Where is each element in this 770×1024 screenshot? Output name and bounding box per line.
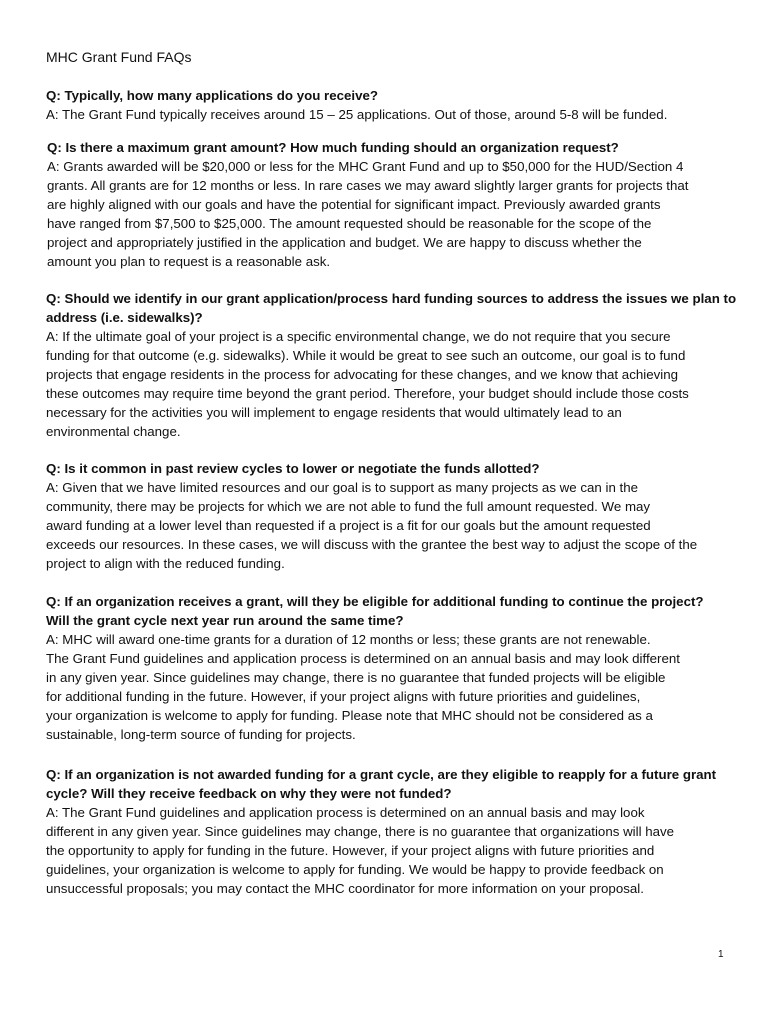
faq-item-1 xyxy=(46,86,667,124)
faq-item-6 xyxy=(46,765,716,898)
faq-question: Q: Is there a maximum grant amount? How much funding should an organization request? xyxy=(47,140,619,155)
faq-item-2 xyxy=(47,138,688,271)
faq-answer: A: If the ultimate goal of your project is a specific environmental change, we do not require that you secure funding for that outcome (e.g. sidewalks). While it would be great to see such an outcome, our goal is to fund projects that engage residents in the process for advocating for these changes, and we know that achieving these outcomes may require time beyond the grant period. Therefore, your budget should include those costs necessary for the activities you will implement to engage residents that would ultimately lead to an environmental change. xyxy=(46,329,689,439)
faq-answer: A: The Grant Fund typically receives around 15 – 25 applications. Out of those, around 5-8 will be funded. xyxy=(46,107,668,122)
faq-item-3 xyxy=(46,289,736,441)
faq-answer: A: The Grant Fund guidelines and application process is determined on an annual basis and may look different in any given year. Since guidelines may change, there is no guarantee that organizations will have the opportunity to apply for funding in the future. However, if your project aligns with future priorities and guidelines, your organization is welcome to apply for funding. We would be happy to provide feedback on unsuccessful proposals; you may contact the MHC coordinator for more information on your proposal. xyxy=(46,805,675,896)
faq-question: Q: Is it common in past review cycles to lower or negotiate the funds allotted? xyxy=(46,461,540,476)
faq-question: Q: Typically, how many applications do you receive? xyxy=(46,88,379,103)
page-number: 1 xyxy=(718,949,724,960)
faq-question: Q: If an organization is not awarded funding for a grant cycle, are they eligible to reapply for a future grant cycle? Will they receive feedback on why they were not funded? xyxy=(46,767,717,801)
faq-answer: A: Grants awarded will be $20,000 or less for the MHC Grant Fund and up to $50,000 for the HUD/Section 4 grants. All grants are for 12 months or less. In rare cases we may award slightly larger grants for projects that are highly aligned with our goals and have the potential for significant impact. Previously awarded grants have ranged from $7,500 to $25,000. The amount requested should be reasonable for the scope of the project and appropriately justified in the application and budget. We are happy to discuss whether the amount you plan to request is a reasonable ask. xyxy=(47,159,689,269)
faq-item-4 xyxy=(46,459,697,573)
faq-item-5 xyxy=(46,592,704,744)
faq-answer: A: Given that we have limited resources and our goal is to support as many projects as we can in the community, there may be projects for which we are not able to fund the full amount requested. We may award funding at a lower level than requested if a project is a fit for our goals but the amount requested exceeds our resources. In these cases, we will discuss with the grantee the best way to adjust the scope of the project to align with the reduced funding. xyxy=(46,480,698,571)
faq-question: Q: If an organization receives a grant, will they be eligible for additional funding to continue the project? Will the grant cycle next year run around the same time? xyxy=(46,594,704,628)
page-title: MHC Grant Fund FAQs xyxy=(46,49,192,65)
faq-question: Q: Should we identify in our grant application/process hard funding sources to address the issues we plan to address (i.e. sidewalks)? xyxy=(46,291,737,325)
faq-answer: A: MHC will award one-time grants for a duration of 12 months or less; these grants are not renewable. The Grant Fund guidelines and application process is determined on an annual basis and may look different in any given year. Since guidelines may change, there is no guarantee that funded projects will be eligible for additional funding in the future. However, if your project aligns with future priorities and guidelines, your organization is welcome to apply for funding. Please note that MHC should not be considered as a sustainable, long-term source of funding for projects. xyxy=(46,632,680,742)
